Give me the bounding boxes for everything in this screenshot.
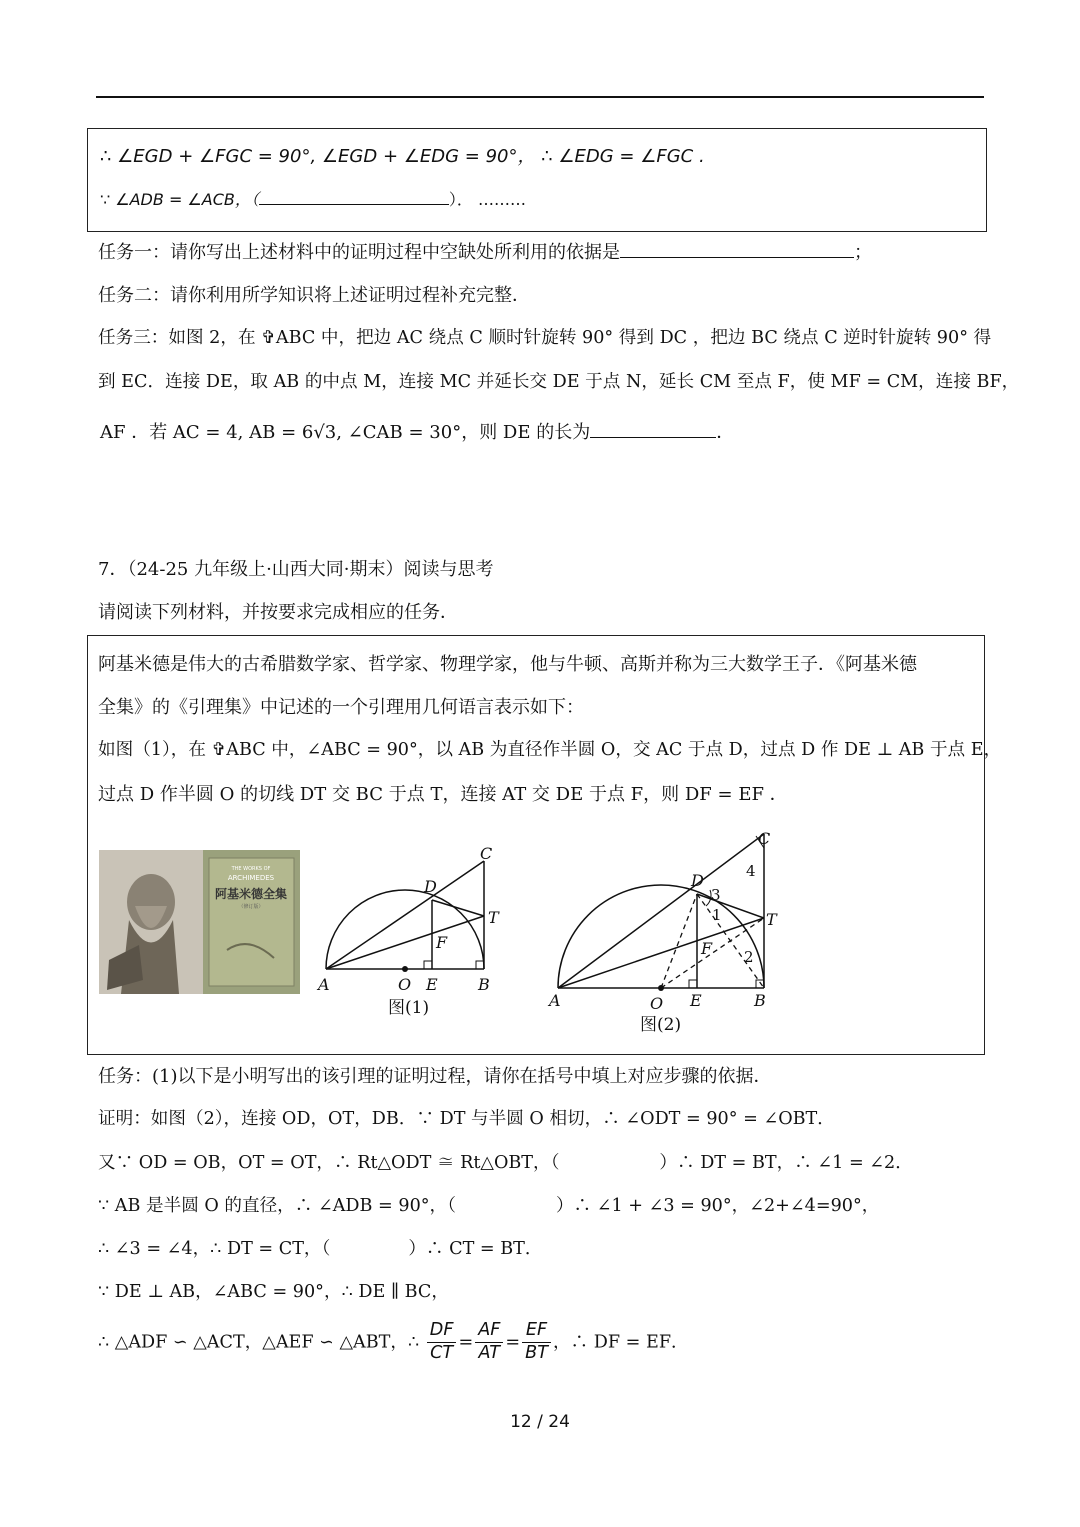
fig2-angle-2: 2 (744, 948, 754, 966)
fig1-label-D: D (424, 877, 437, 896)
frac1-num: DF (427, 1320, 457, 1343)
question-7-title: 7．（24-25 九年级上·山西大同·期末）阅读与思考 (98, 559, 494, 580)
fig2-label-F: F (701, 939, 713, 958)
proof-line6-end: ，∴ DF = EF． (552, 1332, 689, 1353)
box1-line2-end: ）． ……… (448, 190, 526, 209)
figure-1 (312, 838, 512, 1028)
box1-line2 (100, 192, 526, 208)
fig1-label-B: B (478, 975, 490, 994)
proof-line2-start: 又∵ OD = OB，OT = OT，∴ Rt△ODT ≅ Rt△OBT，（ (98, 1153, 560, 1173)
fig1-label-O: O (398, 975, 412, 994)
fig2-label-E: E (690, 991, 702, 1010)
answer-blank[interactable] (259, 204, 449, 205)
task-one-text: 任务一：请你写出上述材料中的证明过程中空缺处所利用的依据是 (98, 242, 620, 263)
header-rule (96, 96, 984, 98)
task-three-line3-text: AF ．若 AC = 4, AB = 6√3, ∠CAB = 30°，则 DE 的长为 (100, 422, 591, 443)
frac1-den: CT (430, 1342, 454, 1363)
proof-line2 (98, 1155, 913, 1173)
fig2-caption: 图(2) (640, 1015, 682, 1035)
frac2-num: AF (475, 1320, 503, 1343)
proof-line3-start: ∵ AB 是半圆 O 的直径，∴ ∠ADB = 90°，（ (98, 1196, 456, 1216)
proof-box-top (87, 128, 987, 232)
fraction-ef-bt (522, 1320, 551, 1365)
fig1-caption: 图(1) (388, 998, 430, 1018)
box1-line2-start: ∵ ∠ADB = ∠ACB，（ (100, 190, 259, 209)
task-three-blank[interactable] (590, 437, 716, 438)
material-line1: 阿基米德是伟大的古希腊数学家、哲学家、物理学家，他与牛顿、高斯并称为三大数学王子．《阿基米德 (98, 654, 917, 675)
fig2-angle-1: 1 (712, 906, 722, 924)
material-line2: 全集》的《引理集》中记述的一个引理用几何语言表示如下： (98, 697, 584, 718)
frac3-num: EF (522, 1320, 551, 1343)
task-three-line3 (100, 424, 734, 442)
task-one-end: ； (854, 242, 872, 263)
fraction-af-at (475, 1320, 503, 1365)
figure-2 (540, 826, 790, 1038)
task-one-blank[interactable] (620, 257, 854, 258)
fig2-angle-4: 4 (746, 862, 756, 880)
fig2-label-D: D (691, 871, 704, 890)
fig1-label-A: A (318, 975, 330, 994)
proof-line4-end: ）∴ CT = BT． (408, 1239, 543, 1259)
fig2-label-A: A (549, 991, 561, 1010)
fig1-label-E: E (426, 975, 438, 994)
fig1-label-C: C (480, 844, 493, 863)
fig1-label-F: F (436, 933, 448, 952)
fig2-label-T: T (766, 910, 777, 929)
proof-line3 (98, 1198, 879, 1216)
proof-line6-start: ∴ △ADF ∽ △ACT，△AEF ∽ △ABT，∴ (98, 1332, 420, 1353)
book-title-cn: 阿基米德全集 (214, 887, 288, 901)
task-three-end: ． (716, 422, 735, 443)
material-line4: 过点 D 作半圆 O 的切线 DT 交 BC 于点 T，连接 AT 交 DE 于点 F，则 DF = EF ． (98, 784, 788, 805)
proof-line1: 证明：如图（2），连接 OD，OT，DB．∵ DT 与半圆 O 相切，∴ ∠ODT = 90° = ∠OBT． (98, 1109, 835, 1129)
fig2-label-B: B (754, 991, 766, 1010)
fig2-angle-3: 3 (711, 886, 721, 904)
proof-line6 (98, 1320, 689, 1365)
task-three-line1: 任务三：如图 2，在 ✞ABC 中，把边 AC 绕点 C 顺时针旋转 90° 得到 DC ，把边 BC 绕点 C 逆时针旋转 90° 得 (98, 328, 992, 348)
proof-line2-end: ）∴ DT = BT，∴ ∠1 = ∠2． (659, 1153, 913, 1173)
proof-line5: ∵ DE ⊥ AB，∠ABC = 90°，∴ DE ∥ BC， (98, 1282, 449, 1302)
equals-1: = (458, 1332, 474, 1353)
fig2-label-O: O (650, 994, 664, 1013)
fraction-df-ct (427, 1320, 457, 1365)
frac3-den: BT (525, 1342, 548, 1363)
page-number: 12 / 24 (510, 1412, 570, 1432)
task-two: 任务二：请你利用所学知识将上述证明过程补充完整． (98, 285, 530, 306)
box1-line1: ∴ ∠EGD + ∠FGC = 90°, ∠EGD + ∠EDG = 90°， ∴ ∠EDG = ∠FGC . (100, 146, 705, 167)
task-one (98, 244, 872, 262)
task-three-line2: 到 EC．连接 DE，取 AB 的中点 M，连接 MC 并延长交 DE 于点 N，延长 CM 至点 F，使 MF = CM，连接 BF， (98, 372, 1020, 392)
archimedes-photo (99, 850, 300, 994)
proof-line4 (98, 1241, 543, 1259)
book-subtitle: THE WORKS OF (231, 866, 271, 872)
equals-2: = (505, 1332, 521, 1353)
frac2-den: AT (478, 1342, 501, 1363)
book-edition: （修订版） (238, 904, 264, 910)
fig1-label-T: T (488, 908, 499, 927)
question-7-intro: 请阅读下列材料，并按要求完成相应的任务． (98, 602, 458, 623)
fig2-label-C: C (758, 829, 771, 848)
archimedes-portrait-and-book (99, 850, 300, 994)
proof-line4-start: ∴ ∠3 = ∠4，∴ DT = CT，（ (98, 1239, 331, 1259)
material-line3: 如图（1），在 ✞ABC 中，∠ABC = 90°，以 AB 为直径作半圆 O，交 AC 于点 D，过点 D 作 DE ⊥ AB 于点 E， (98, 740, 1002, 760)
proof-line3-end: ）∴ ∠1 + ∠3 = 90°，∠2+∠4=90°， (555, 1196, 880, 1216)
book-title-en: ARCHIMEDES (227, 874, 275, 882)
proof-task: 任务：(1)以下是小明写出的该引理的证明过程，请你在括号中填上对应步骤的依据． (98, 1066, 772, 1087)
